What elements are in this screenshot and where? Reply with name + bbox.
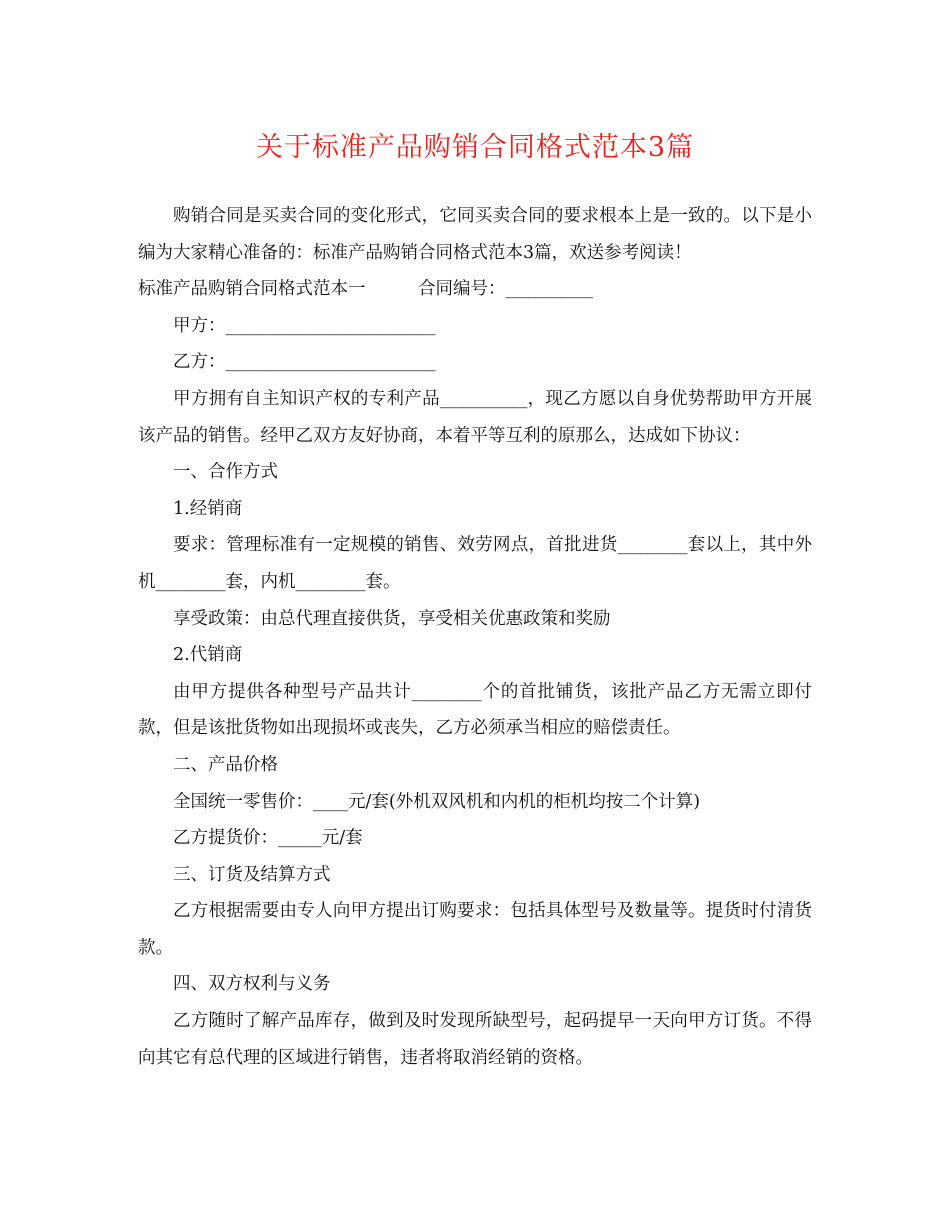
contract-heading-line: 标准产品购销合同格式范本一 合同编号：__________ [138,279,593,300]
pickup-price-line: 乙方提货价：_____元/套 [173,828,363,849]
preamble-paragraph: 甲方拥有自主知识产权的专利产品__________，现乙方愿以自身优势帮助甲方开展该产品的销售。经甲乙双方友好协商，本着平等互利的原那么，达成如下协议： [138,388,812,446]
distributor-policy: 享受政策：由总代理直接供货，享受相关优惠政策和奖励 [173,608,611,629]
subsection-consignee: 2.代销商 [173,645,243,666]
intro-paragraph: 购销合同是买卖合同的变化形式，它同买卖合同的要求根本上是一致的。以下是小编为大家精心准备的：标准产品购销合同格式范本3篇，欢送参考阅读！ [138,206,812,263]
section-heading-rights: 四、双方权利与义务 [173,974,331,995]
document-title: 关于标准产品购销合同格式范本3篇 [255,132,695,163]
party-a-line: 甲方：________________________ [173,315,436,336]
subsection-distributor: 1.经销商 [173,498,243,519]
ordering-terms: 乙方根据需要由专人向甲方提出订购要求：包括具体型号及数量等。提货时付清货款。 [138,901,812,958]
section-heading-cooperation: 一、合作方式 [173,462,278,483]
rights-terms: 乙方随时了解产品库存，做到及时发现所缺型号，起码提早一天向甲方订货。不得向其它有总代理的区域进行销售，违者将取消经销的资格。 [138,1011,812,1068]
section-heading-price: 二、产品价格 [173,754,278,775]
retail-price-line: 全国统一零售价：____元/套(外机双风机和内机的柜机均按二个计算) [173,791,701,812]
distributor-requirements: 要求：管理标准有一定规模的销售、效劳网点，首批进货________套以上，其中外机________套，内机________套。 [138,535,812,592]
party-b-line: 乙方：________________________ [173,352,436,373]
section-heading-ordering: 三、订货及结算方式 [173,864,331,885]
document-body [138,198,812,1076]
consignee-terms: 由甲方提供各种型号产品共计________个的首批铺货，该批产品乙方无需立即付款，但是该批货物如出现损坏或丧失，乙方必须承当相应的赔偿责任。 [138,681,812,739]
